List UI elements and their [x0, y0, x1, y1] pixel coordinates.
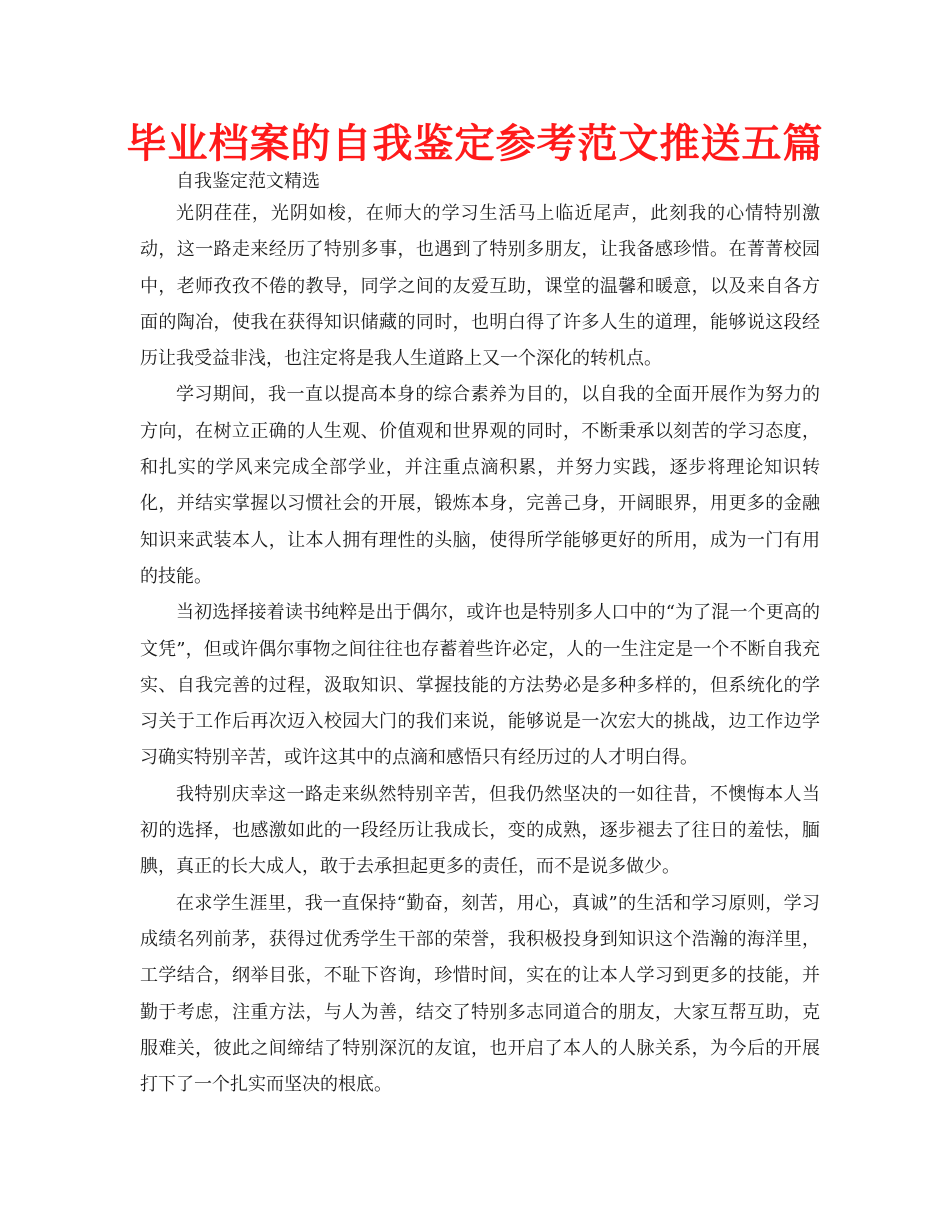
document-subtitle: 自我鉴定范文精选: [176, 171, 320, 192]
paragraph-3: 当初选择接着读书纯粹是出于偶尔，或许也是特别多人口中的“为了混一个更高的文凭”，但或许偶尔事物之间往往也存蓄着些许必定，人的一生注定是一个不断自我充实、自我完善的过程，汲取知识、掌握技能的方法势必是多种多样的，但系统化的学习关于工作后再次迈入校园大门的我们来说，能够说是一次宏大的挑战，边工作边学习确实特别辛苦，或许这其中的点滴和感悟只有经历过的人才明白得。: [140, 602, 820, 769]
document-body: [140, 196, 820, 1103]
paragraph-1: 光阴荏荏，光阴如梭，在师大的学习生活马上临近尾声，此刻我的心情特别激动，这一路走来经历了特别多事，也遇到了特别多朋友，让我备感珍惜。在菁菁校园中，老师孜孜不倦的教导，同学之间的友爱互助，课堂的温馨和暖意，以及来自各方面的陶冶，使我在获得知识储藏的同时，也明白得了许多人生的道理，能够说这段经历让我受益非浅，也注定将是我人生道路上又一个深化的转机点。: [140, 203, 820, 370]
document-title: 毕业档案的自我鉴定参考范文推送五篇: [126, 121, 824, 167]
paragraph-4: 我特别庆幸这一路走来纵然特别辛苦，但我仍然坚决的一如往昔，不懊悔本人当初的选择，也感激如此的一段经历让我成长，变的成熟，逐步褪去了往日的羞怯，腼腆，真正的长大成人，敢于去承担起更多的责任，而不是说多做少。: [140, 783, 820, 878]
paragraph-5: 在求学生涯里，我一直保持“勤奋，刻苦，用心，真诚”的生活和学习原则，学习成绩名列前茅，获得过优秀学生干部的荣誉，我积极投身到知识这个浩瀚的海洋里，工学结合，纲举目张，不耻下咨询，珍惜时间，实在的让本人学习到更多的技能，并勤于考虑，注重方法，与人为善，结交了特别多志同道合的朋友，大家互帮互助，克服难关，彼此之间缔结了特别深沉的友谊，也开启了本人的人脉关系，为今后的开展打下了一个扎实而坚决的根底。: [140, 892, 820, 1096]
paragraph-2: 学习期间，我一直以提高本身的综合素养为目的，以自我的全面开展作为努力的方向，在树立正确的人生观、价值观和世界观的同时，不断秉承以刻苦的学习态度，和扎实的学风来完成全部学业，并注重点滴积累，并努力实践，逐步将理论知识转化，并结实掌握以习惯社会的开展，锻炼本身，完善己身，开阔眼界，用更多的金融知识来武装本人，让本人拥有理性的头脑，使得所学能够更好的所用，成为一门有用的技能。: [140, 384, 820, 587]
